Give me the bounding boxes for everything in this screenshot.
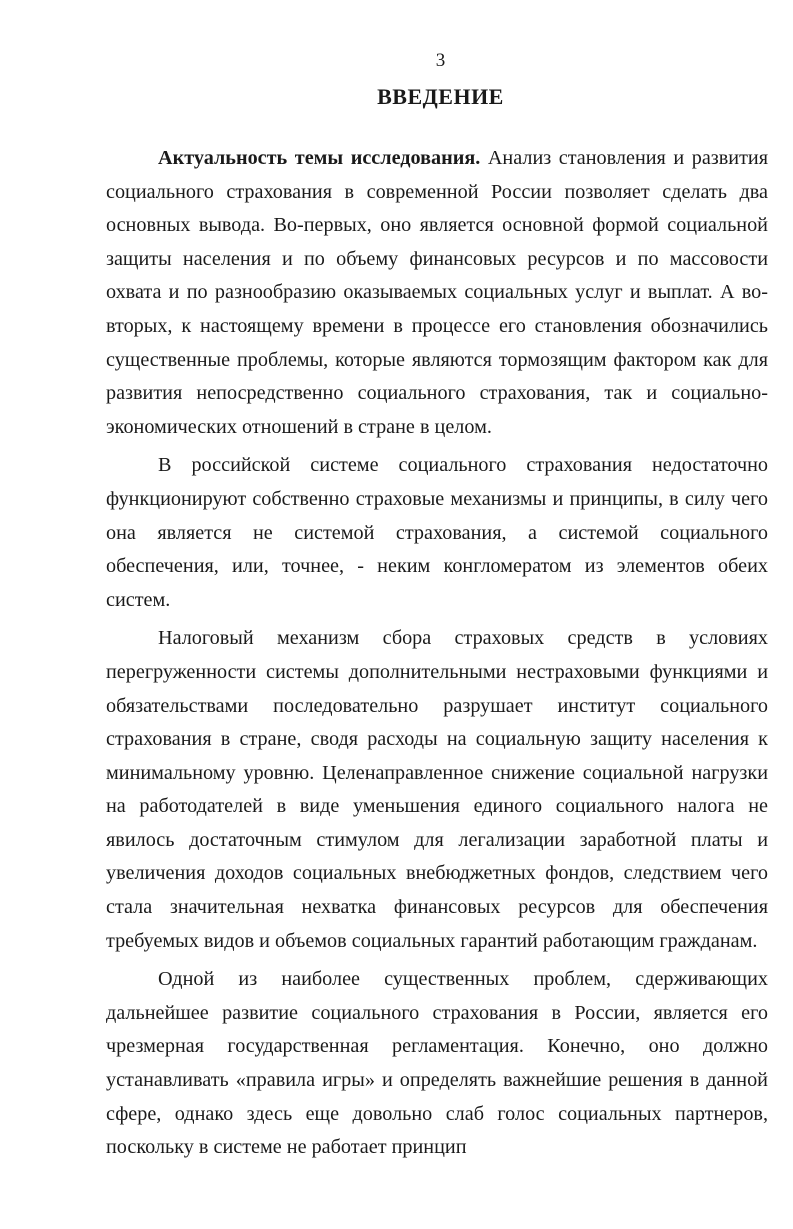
paragraph-text: Анализ становления и развития социального страхования в современной России позволяет сделать два основных вывода. Во-первых, оно является основной формой социальной защиты населения и по объему финансовых ресурсов и по массовости охвата и по разнообразию оказываемых социальных услуг и выплат. А во-вторых, к настоящему времени в процессе его становления обозначились существенные проблемы, которые являются тормозящим фактором как для развития непосредственно социального страхования, так и социально-экономических отношений в стране в целом. (106, 147, 768, 438)
page-title: ВВЕДЕНИЕ (377, 84, 504, 109)
paragraph-regulation: Одной из наиболее существенных проблем, сдерживающих дальнейшее развитие социального страхования в России, является его чрезмерная государственная регламентация. Конечно, оно должно устанавливать «правила игры» и определять важнейшие решения в данной сфере, однако здесь еще довольно слаб голос социальных партнеров, поскольку в системе не работает принцип (106, 968, 768, 1159)
paragraph-tax-mechanism: Налоговый механизм сбора страховых средств в условиях перегруженности системы дополнительными нестраховыми функциями и обязательствами последовательно разрушает институт социального страхования в стране, сводя расходы на социальную защиту населения к минимальному уровню. Целенаправленное снижение социальной нагрузки на работодателей в виде уменьшения единого социального налога не явилось достаточным стимулом для легализации заработной платы и увеличения доходов социальных внебюджетных фондов, следствием чего стала значительная нехватка финансовых ресурсов для обеспечения требуемых видов и объемов социальных гарантий работающим гражданам. (106, 627, 768, 952)
paragraph-relevance (106, 142, 768, 444)
document-body (106, 142, 768, 1165)
paragraph-system: В российской системе социального страхования недостаточно функционируют собственно страховые механизмы и принципы, в силу чего она является не системой страхования, а системой социального обеспечения, или, точнее, - неким конгломератом из элементов обеих систем. (106, 454, 768, 611)
page-number: 3 (435, 50, 446, 71)
paragraph-lead-heading: Актуальность темы исследования. (158, 147, 481, 169)
